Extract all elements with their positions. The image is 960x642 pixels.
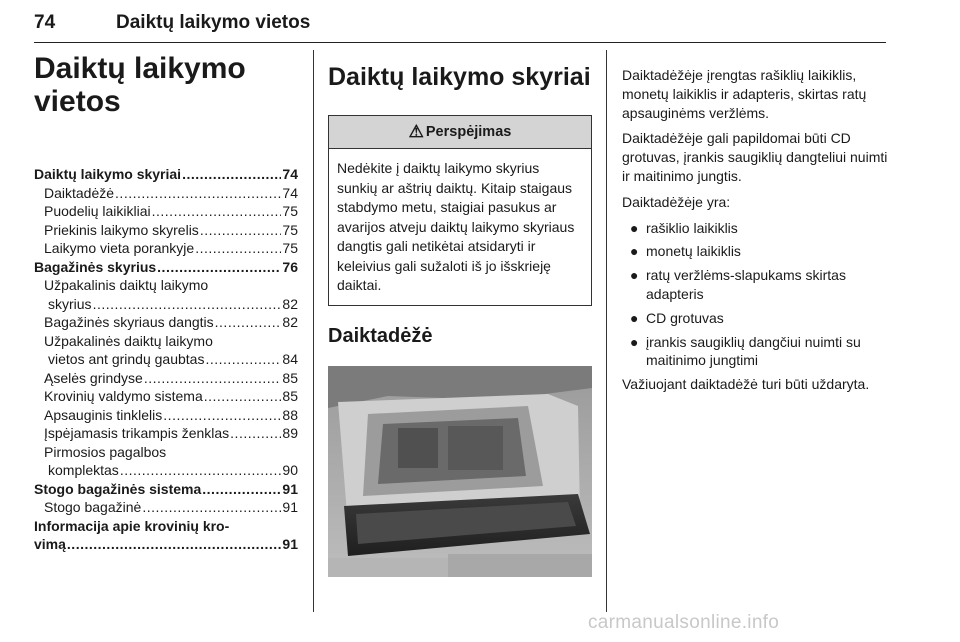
page-header [34, 8, 886, 43]
toc-entry[interactable]: vietos ant grindų gaubtas ..... 84 [34, 350, 298, 369]
toc-column [34, 52, 298, 554]
toc-entry[interactable]: vimą ..... 91 [34, 535, 298, 554]
watermark: carmanualsonline.info [588, 612, 780, 633]
toc-entry-line[interactable]: Užpakalinis daiktų laikymo [44, 277, 209, 293]
bullet-icon: ● [630, 333, 639, 350]
running-title: Daiktų laikymo vietos [116, 12, 311, 33]
paragraph: Daiktadėžėje įrengtas rašiklių laikiklis, monetų laikiklis ir adapteris, skirtas ratų apsauginėms veržlėms. [622, 67, 867, 121]
toc-entry[interactable]: Ąselės grindyse ..... 85 [34, 369, 298, 388]
warning-header [329, 116, 591, 149]
warning-title: Perspėjimas [425, 124, 512, 140]
paragraph: Daiktadėžėje yra: [622, 193, 731, 210]
toc-entry[interactable]: Daiktų laikymo skyriai ..... 74 [34, 165, 298, 184]
column-divider-left [313, 50, 314, 612]
toc-entry[interactable]: Puodelių laikikliai ..... 75 [34, 202, 298, 221]
bullet-icon: ● [630, 243, 639, 260]
bullet-icon: ● [630, 267, 639, 284]
list-item: ● rašiklio laikiklis [630, 219, 738, 236]
list-item: ● įrankis saugiklių dangčiui nuimti su maitinimo jungtimi [630, 333, 861, 369]
toc-entry[interactable]: Stogo bagažinės sistema ..... 91 [34, 480, 298, 499]
chapter-title-line1: Daiktų laikymo [34, 52, 246, 85]
glovebox-photo [328, 366, 592, 577]
list-item: ● ratų veržlėms-slapukams skirtas adapteris [630, 267, 846, 302]
right-column [622, 66, 888, 401]
list-item: ● CD grotuvas [630, 309, 724, 326]
toc-entry[interactable]: Stogo bagažinė ..... 91 [34, 498, 298, 517]
bullet-icon: ● [630, 219, 639, 236]
bullet-icon: ● [630, 309, 639, 326]
column-divider-right [606, 50, 607, 612]
toc-entry-line[interactable]: Pirmosios pagalbos [44, 443, 167, 460]
toc-entry[interactable]: Priekinis laikymo skyrelis ..... 75 [34, 221, 298, 240]
toc-entry[interactable]: Bagažinės skyrius ..... 76 [34, 258, 298, 277]
warning-box [328, 115, 592, 306]
toc-entry[interactable]: Laikymo vieta porankyje ..... 75 [34, 239, 298, 258]
bullet-list [622, 219, 888, 371]
toc-entry-line[interactable]: Užpakalinės daiktų laikymo [44, 332, 213, 349]
toc-entry[interactable]: Bagažinės skyriaus dangtis ..... 82 [34, 313, 298, 332]
middle-column [328, 62, 592, 582]
list-item: ● monetų laikiklis [630, 243, 741, 260]
warning-text: Nedėkite į daiktų laikymo skyrius sunkių ar aštrių daiktų. Kitaip staigaus stabdymo metu, staigiai pasukus ar avarijos atveju daiktų laikymo skyriaus dangtis gali netikėtai atsidaryti ir keleivius gali sužaloti iš jo išskrieję daiktai. [337, 160, 575, 293]
chapter-title-line2: vietos [34, 85, 121, 118]
table-of-contents [34, 165, 298, 554]
toc-entry[interactable]: Apsauginis tinklelis ..... 88 [34, 406, 298, 425]
toc-entry-line[interactable]: Informacija apie krovinių kro- [34, 517, 230, 534]
toc-entry[interactable]: Įspėjamasis trikampis ženklas ..... 89 [34, 424, 298, 443]
toc-entry[interactable]: Krovinių valdymo sistema ..... 85 [34, 387, 298, 406]
toc-entry[interactable]: skyrius ..... 82 [34, 295, 298, 314]
paragraph: Važiuojant daiktadėžė turi būti uždaryta. [622, 376, 870, 393]
toc-entry[interactable]: Daiktadėžė ..... 74 [34, 184, 298, 203]
toc-entry[interactable]: komplektas ..... 90 [34, 461, 298, 480]
section-title: Daiktų laikymo skyriai [328, 63, 591, 91]
warning-triangle-icon: ⚠ [408, 122, 424, 141]
subsection-title: Daiktadėžė [328, 324, 433, 347]
page-number: 74 [34, 12, 56, 33]
paragraph: Daiktadėžėje gali papildomai būti CD grotuvas, įrankis saugiklių dangteliui nuimti ir maitinimo jungtis. [622, 130, 888, 184]
chapter-title [34, 52, 298, 118]
